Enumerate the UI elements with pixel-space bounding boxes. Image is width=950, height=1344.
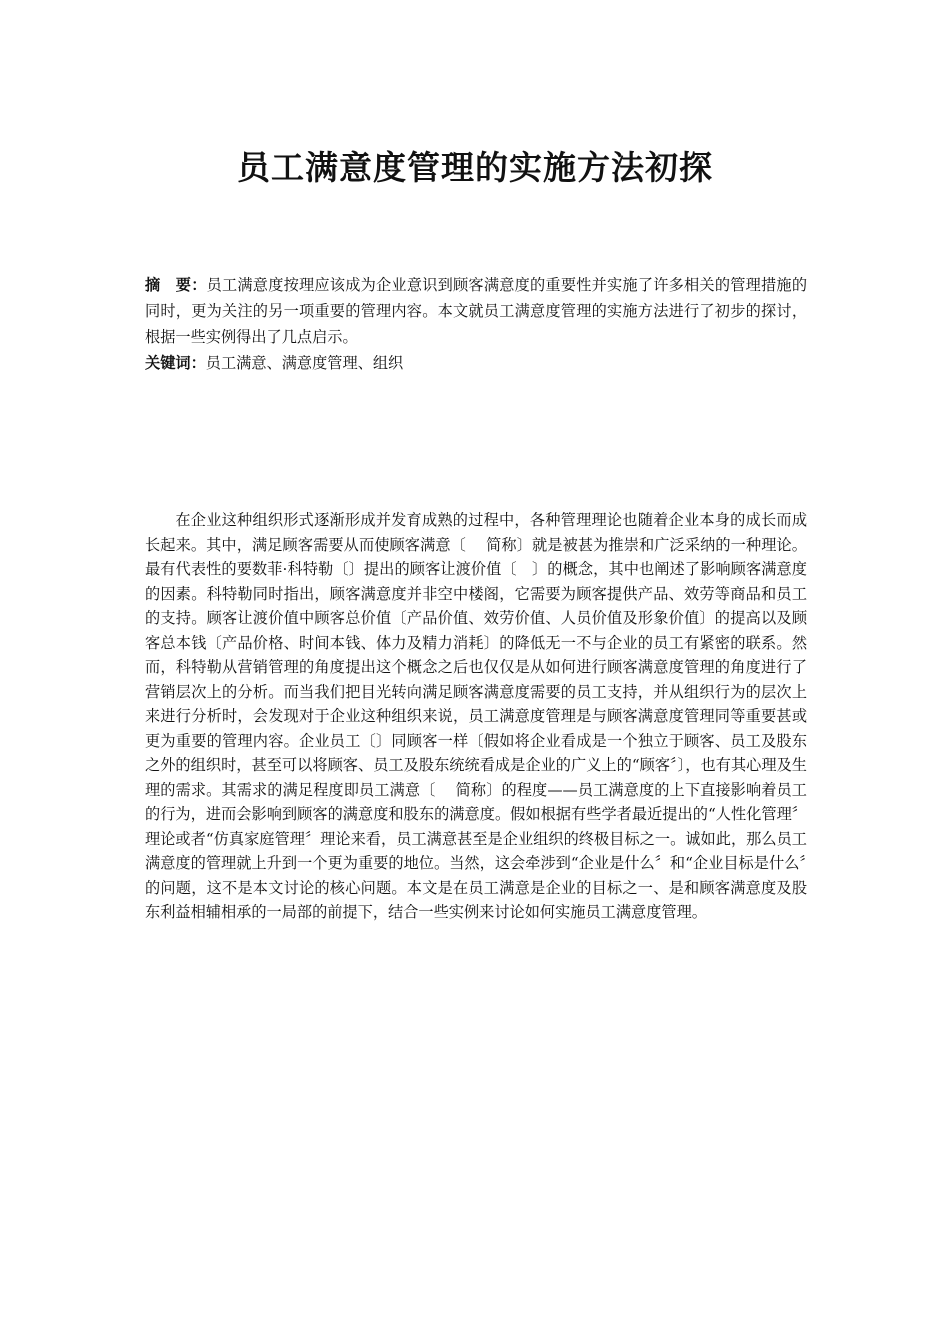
body-paragraph: 在企业这种组织形式逐渐形成并发育成熟的过程中，各种管理理论也随着企业本身的成长而成长起来。其中，满足顾客需要从而使顾客满意〔 简称〕就是被甚为推崇和广泛采纳的一种理论。最有代表性的要数菲·科特勒〔〕提出的顾客让渡价值〔 〕的概念，其中也阐述了影响顾客满意度的因素。科特勒同时指出，顾客满意度并非空中楼阁，它需要为顾客提供产品、效劳等商品和员工的支持。顾客让渡价值中顾客总价值〔产品价值、效劳价值、人员价值及形象价值〕的提高以及顾客总本钱〔产品价格、时间本钱、体力及精力消耗〕的降低无一不与企业的员工有紧密的联系。然而，科特勒从营销管理的角度提出这个概念之后也仅仅是从如何进行顾客满意度管理的角度进行了营销层次上的分析。而当我们把目光转向满足顾客满意度需要的员工支持，并从组织行为的层次上来进行分析时，会发现对于企业这种组织来说，员工满意度管理是与顾客满意度管理同等重要甚或更为重要的管理内容。企业员工〔〕同顾客一样〔假如将企业看成是一个独立于顾客、员工及股东之外的组织时，甚至可以将顾客、员工及股东统统看成是企业的广义上的“顾客〞〕，也有其心理及生理的需求。其需求的满足程度即员工满意〔 简称〕的程度——员工满意度的上下直接影响着员工的行为，进而会影响到顾客的满意度和股东的满意度。假如根据有些学者最近提出的“人性化管理〞理论或者“仿真家庭管理〞理论来看，员工满意甚至是企业组织的终极目标之一。诚如此，那么员工满意度的管理就上升到一个更为重要的地位。当然，这会牵涉到“企业是什么〞和“企业目标是什么〞的问题，这不是本文讨论的核心问题。本文是在员工满意是企业的目标之一、是和顾客满意度及股东利益相辅相承的一局部的前提下，结合一些实例来讨论如何实施员工满意度管理。	[145, 511, 807, 921]
keywords-label: 关键词：	[145, 354, 206, 372]
abstract	[145, 272, 807, 350]
keywords-text: 员工满意、满意度管理、组织	[205, 354, 404, 372]
abstract-text: 员工满意度按理应该成为企业意识到顾客满意度的重要性并实施了许多相关的管理措施的同时，更为关注的另一项重要的管理内容。本文就员工满意度管理的实施方法进行了初步的探讨，根据一些实例得出了几点启示。	[145, 276, 808, 346]
document-title: 员工满意度管理的实施方法初探	[237, 148, 713, 187]
abstract-label: 摘 要：	[145, 276, 207, 294]
keywords	[145, 350, 807, 376]
